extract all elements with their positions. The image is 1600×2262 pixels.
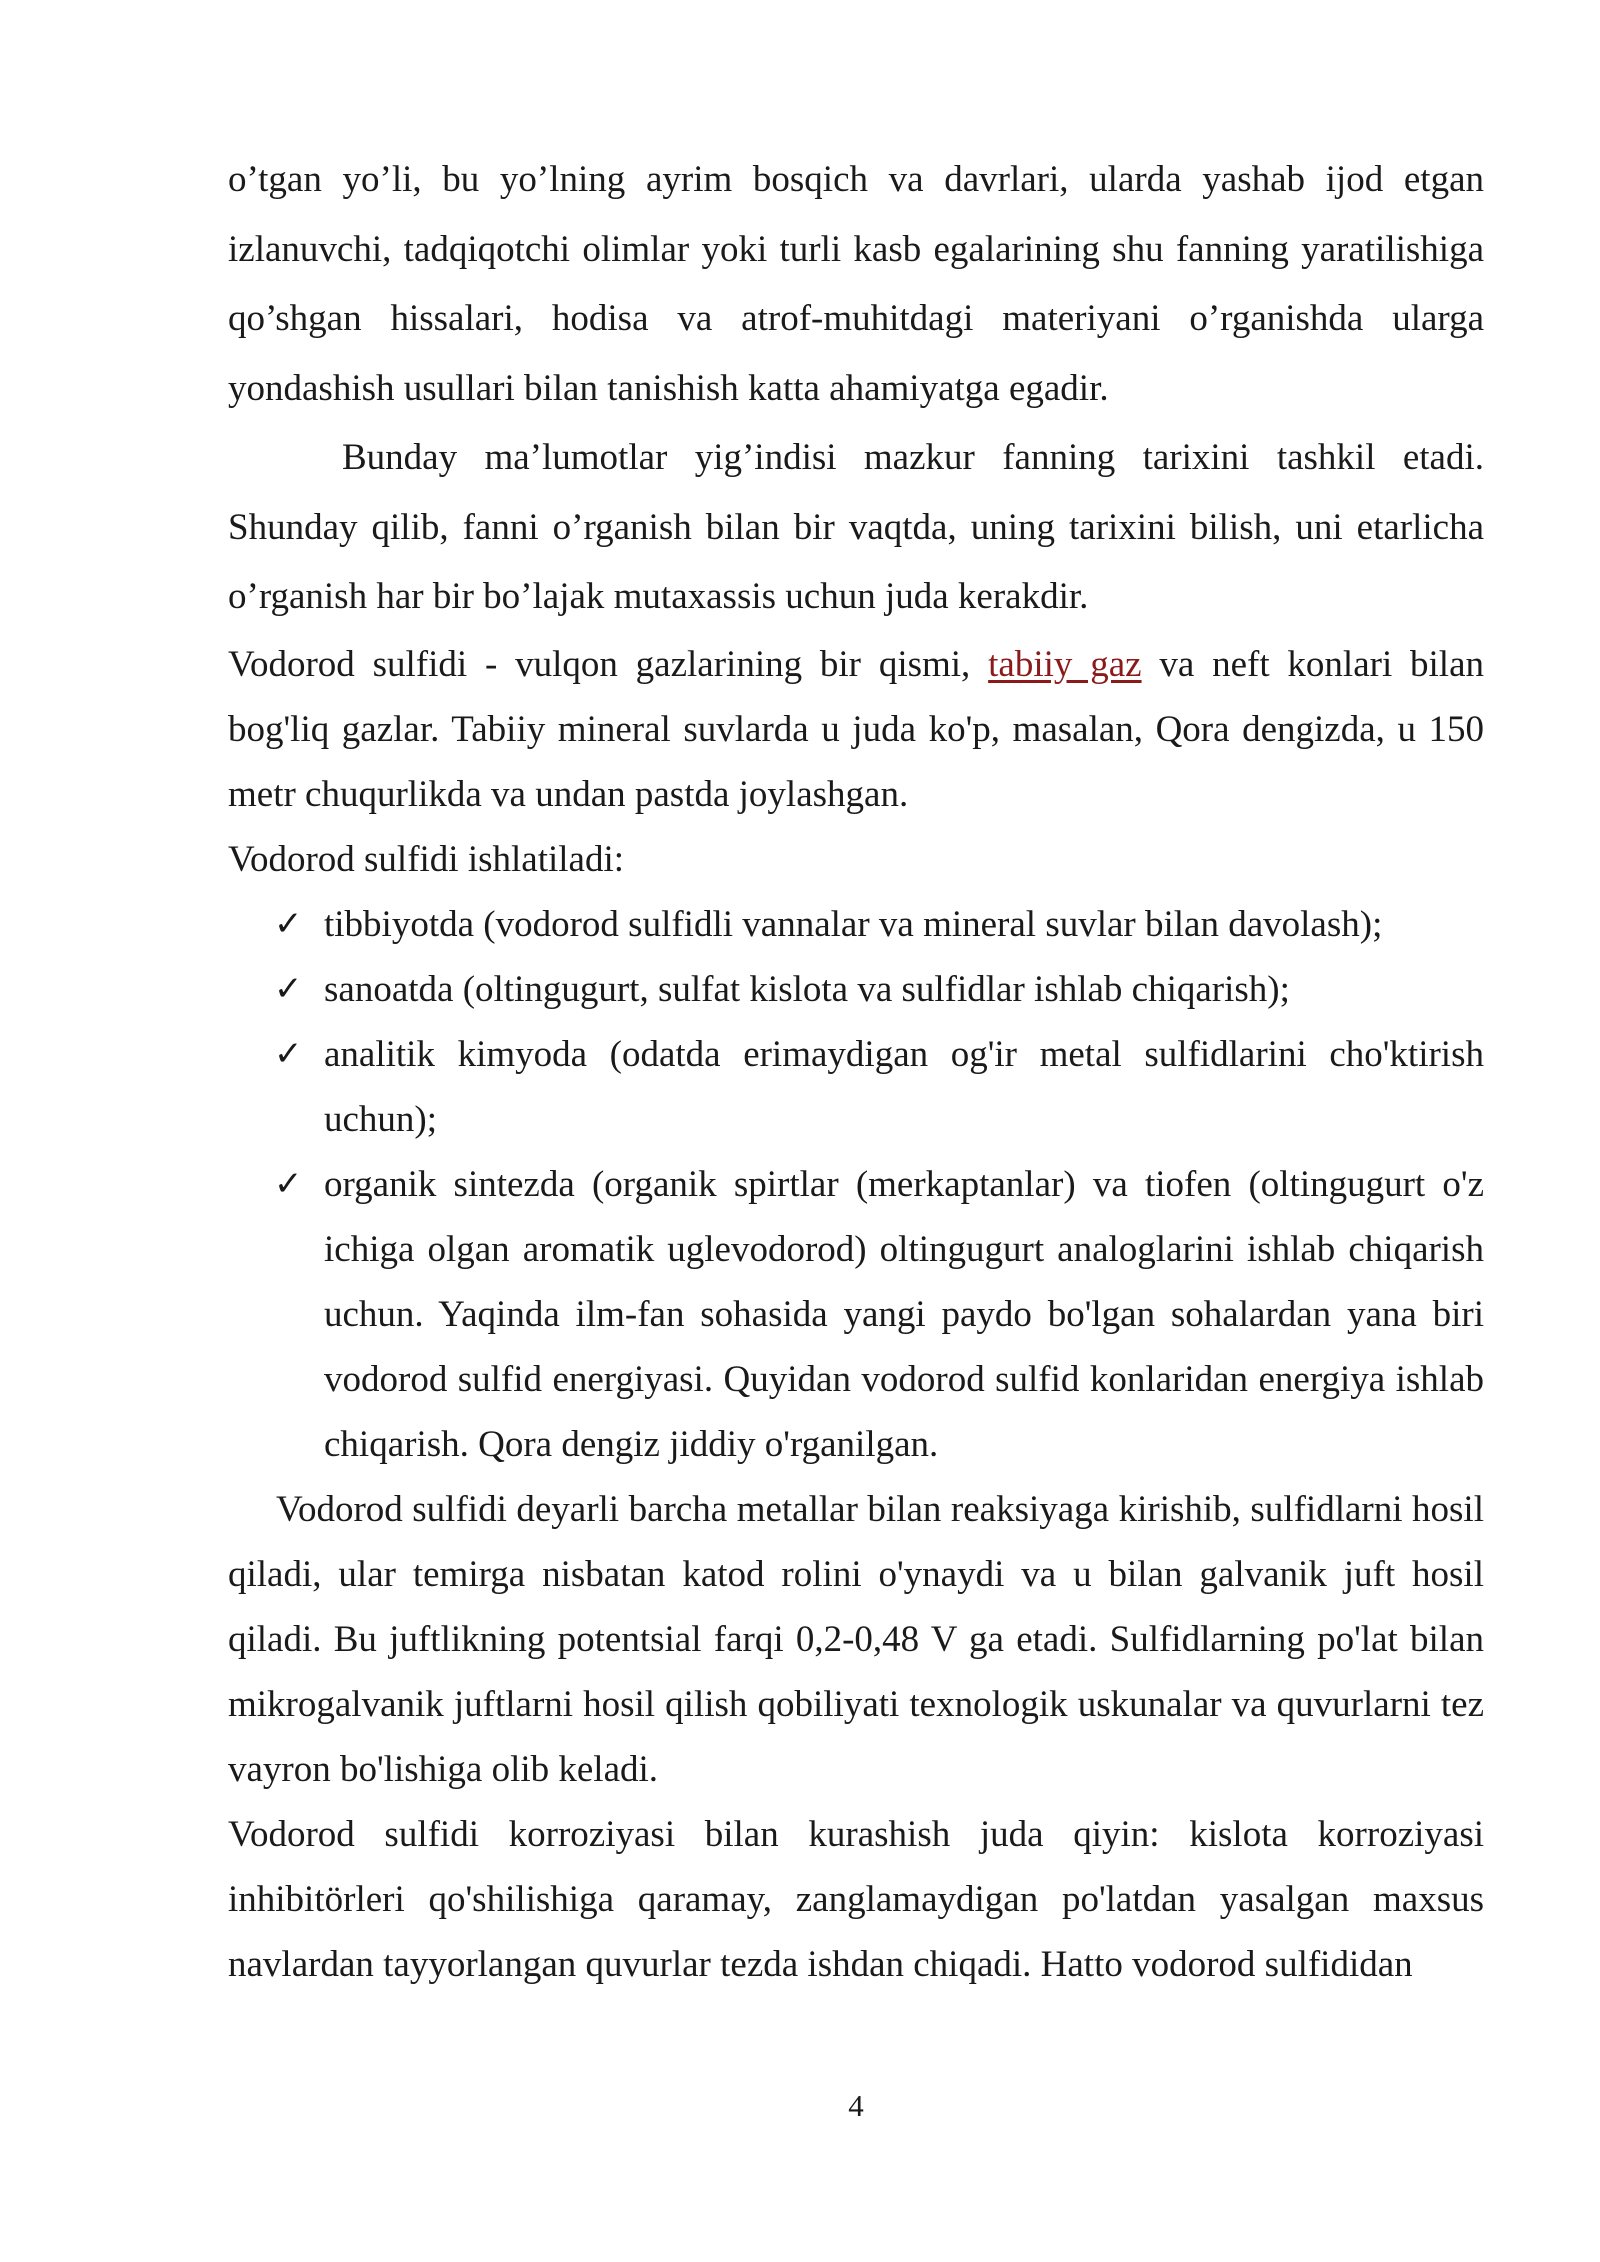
paragraph-text-before-link: Vodorod sulfidi - vulqon gazlarining bir qismi, [228, 643, 989, 685]
list-item-text: analitik kimyoda (odatda erimaydigan og'ir metal sulfidlarini cho'ktirish uchun); [324, 1033, 1484, 1140]
list-item [274, 1022, 1484, 1152]
paragraph-corrosion: Vodorod sulfidi korroziyasi bilan kurashish juda qiyin: kislota korroziyasi inhibitörleri qo'shilishiga qaramay, zanglamaydigan po'latdan yasalgan maxsus navlardan tayyorlangan quvurlar tezda ishdan chiqadi. Hatto vodorod sulfididan [228, 1813, 1484, 1985]
page-number: 4 [848, 2088, 864, 2123]
hydrogen-sulfide-section [228, 632, 1484, 1997]
checkmark-icon: ✓ [274, 1163, 303, 1204]
checkmark-icon: ✓ [274, 903, 303, 944]
list-item [274, 957, 1484, 1022]
list-item-text: organik sintezda (organik spirtlar (merkaptanlar) va tiofen (oltingugurt o'z ichiga olgan aromatik uglevodorod) oltingugurt analoglarini ishlab chiqarish uchun. Yaqinda ilm-fan sohasida yangi paydo bo'lgan sohalardan yana biri vodorod sulfid energiyasi. Quyidan vodorod sulfid konlaridan energiya ishlab chiqarish. Qora dengiz jiddiy o'rganilgan. [324, 1163, 1484, 1465]
checkmark-icon: ✓ [274, 1033, 303, 1074]
paragraph-history-intro: o’tgan yo’li, bu yo’lning ayrim bosqich va davrlari, ularda yashab ijod etgan izlanuvchi, tadqiqotchi olimlar yoki turli kasb egalarining shu fanning yaratilishiga qo’shgan hissalari, hodisa va atrof-muhitdagi materiyani o’rganishda ularga yondashish usullari bilan tanishish katta ahamiyatga egadir. [228, 159, 1484, 409]
paragraph-text-after-link: va neft konlari bilan bog'liq gazlar. Tabiiy mineral suvlarda u juda ko'p, masalan, Qora dengizda, u 150 metr chuqurlikda va undan pastda joylashgan. [228, 643, 1485, 815]
intro-section [228, 145, 1484, 632]
list-item-text: sanoatda (oltingugurt, sulfat kislota va sulfidlar ishlab chiqarish); [324, 968, 1290, 1010]
checkmark-icon: ✓ [274, 968, 303, 1009]
paragraph-uses-heading: Vodorod sulfidi ishlatiladi: [228, 838, 625, 880]
uses-checklist [228, 892, 1484, 1477]
paragraph-metal-reaction: Vodorod sulfidi deyarli barcha metallar bilan reaksiyaga kirishib, sulfidlarni hosil qiladi, ular temirga nisbatan katod rolini o'ynaydi va u bilan galvanik juft hosil qiladi. Bu juftlikning potentsial farqi 0,2-0,48 V ga etadi. Sulfidlarning po'lat bilan mikrogalvanik juftlarni hosil qilish qobiliyati texnologik uskunalar va quvurlarni tez vayron bo'lishiga olib keladi. [228, 1488, 1484, 1790]
document-page [228, 145, 1484, 1997]
paragraph-hydrogen-sulfide-sources [228, 632, 1484, 827]
paragraph-history-summary: Bunday ma’lumotlar yig’indisi mazkur fanning tarixini tashkil etadi. Shunday qilib, fanni o’rganish bilan bir vaqtda, uning tarixini bilish, uni etarlicha o’rganish har bir bo’lajak mutaxassis uchun juda kerakdir. [228, 437, 1484, 617]
list-item [274, 892, 1484, 957]
list-item-text: tibbiyotda (vodorod sulfidli vannalar va mineral suvlar bilan davolash); [324, 903, 1383, 945]
natural-gas-link[interactable]: tabiiy gaz [988, 643, 1142, 685]
list-item [274, 1152, 1484, 1477]
